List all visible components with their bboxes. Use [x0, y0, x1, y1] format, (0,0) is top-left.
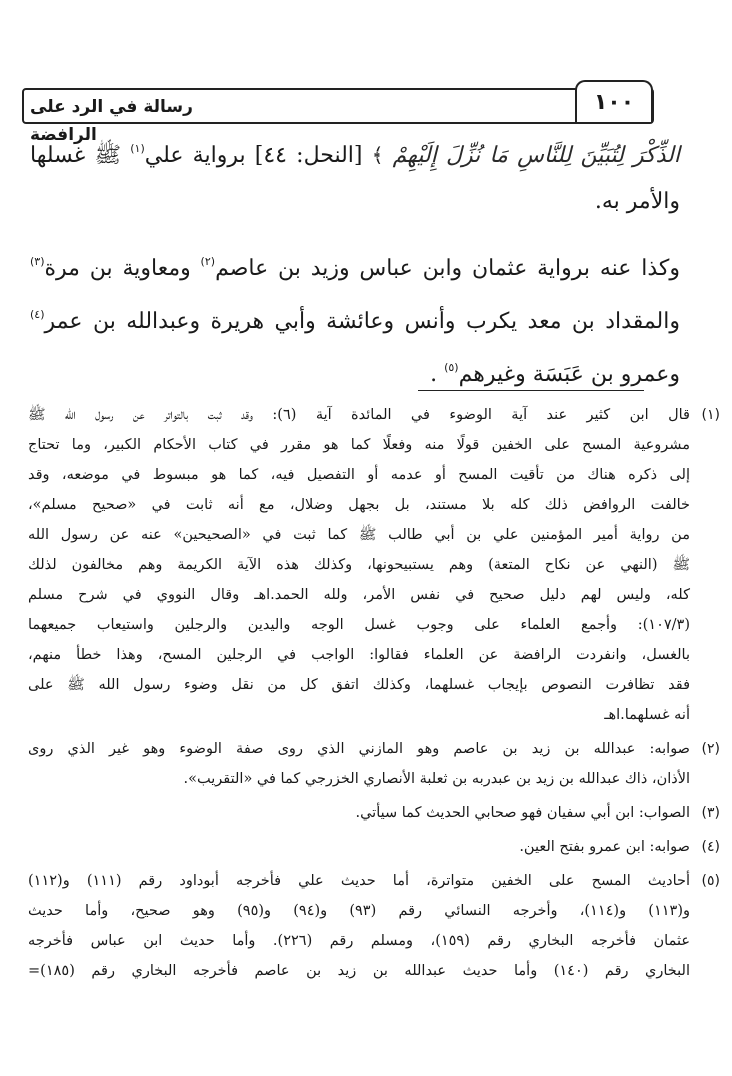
footnote-marker-5[interactable]: (٥): [444, 361, 459, 374]
footnote-line: عثمان فأخرجه البخاري رقم (١٥٩)، ومسلم رقم (٢٢٦). وأما حديث ابن عباس فأخرجه: [28, 933, 691, 949]
body-line-1: [30, 126, 680, 179]
footnote-text: [28, 798, 690, 828]
quran-reference: [النحل: ٤٤]: [254, 143, 363, 168]
footnote-2: [28, 734, 720, 794]
footnote-3: [28, 798, 720, 828]
body-line-2: والأمر به.: [594, 189, 680, 214]
footnote-line: البخاري رقم (١٤٠) وأما حديث عبدالله بن زيد بن عاصم فأخرجه البخاري رقم (١٨٥)=: [28, 963, 690, 979]
quran-close-brace: ﴾: [371, 143, 384, 167]
footnote-1: [28, 400, 720, 730]
footnote-text: [28, 866, 690, 986]
body-text: وعمرو بن عَبَسَة وغيرهم: [458, 362, 680, 387]
footnote-line: كله، وليس لهم دليل صحيح في نفس الأمر، ولله الحمد.اهـ وقال النووي في شرح مسلم: [28, 587, 690, 603]
footnote-line: قال ابن كثير عند آية الوضوء في المائدة آية (٦): وقد ثبت بالتواتر عن رسول الله ﷺ: [28, 407, 690, 423]
footnote-marker-3[interactable]: (٣): [30, 255, 45, 268]
footnote-number: (١): [701, 407, 720, 423]
quran-verse: الذِّكْرَ لِتُبَيِّنَ لِلنَّاسِ مَا نُزِّلَ إِلَيْهِمْ: [392, 143, 680, 168]
footnote-line: صوابه: ابن عمرو بفتح العين.: [519, 839, 690, 855]
footnote-line: خالفت الروافض ذلك كله بلا مستند، بل بجهل وضلال، مع أنه ثابت في «صحيح مسلم»،: [28, 497, 690, 513]
body-line-4: [30, 292, 680, 345]
footnote-line: الأذان، ذاك عبدالله بن زيد بن عبدربه بن ثعلبة الأنصاري الخزرجي كما في «التقريب».: [183, 771, 690, 787]
footnote-line: ﷺ (النهي عن نكاح المتعة) وهم يستبيحونها، وكذلك هذه الآية الكريمة وهم مخالفون لذلك: [28, 557, 690, 573]
honorific-icon: ﷺ: [94, 143, 122, 168]
footnote-line: مشروعية المسح على الخفين قولًا منه وفعلًا كما هو مقرر في كتاب الأحكام الكبير، وما تحتاج: [28, 437, 690, 453]
footnote-line: (١٠٧/٣): وأجمع العلماء على وجوب غسل الوجه واليدين والرجلين واستيعاب جميعهما: [28, 617, 690, 633]
footnote-line: فقد تظافرت النصوص بإيجاب غسلهما، وكذلك اتفق كل من نقل وضوء رسول الله ﷺ على: [28, 677, 690, 693]
footnote-line: و(١١٣) و(١١٤)، وأخرجه النسائي رقم (٩٣) و(٩٤) و(٩٥) وهو صحيح، وأما حديث: [28, 903, 690, 919]
footnote-text: [28, 832, 690, 862]
footnote-text: [28, 400, 690, 730]
footnote-marker-1[interactable]: (١): [130, 142, 145, 155]
footnote-4: [28, 832, 720, 862]
footnote-number: (٥): [701, 873, 720, 889]
footnotes: [28, 400, 720, 990]
body-text: وكذا عنه برواية عثمان وابن عباس وزيد بن عاصم: [215, 256, 680, 281]
page-number: ١٠٠: [575, 80, 653, 122]
footnote-line: بالغسل، وانفردت الرافضة عن العلماء فقالوا: الواجب في الرجلين المسح، وهذا خطأ منهم،: [28, 647, 690, 663]
footnote-number: (٣): [701, 805, 720, 821]
footnote-line: أحاديث المسح على الخفين متواترة، أما حديث علي فأخرجه أبوداود رقم (١١١) و(١١٢): [28, 873, 690, 889]
body-line-3: [30, 239, 680, 292]
footnote-line: إلى ذكره هناك من تأقيت المسح أو عدمه أو التفصيل فيه، كما هو مبسوط في موضعه، وقد: [28, 467, 690, 483]
body-text: .: [430, 362, 438, 387]
body-text: برواية علي: [144, 143, 246, 168]
footnote-number: (٢): [701, 741, 720, 757]
footnote-text: [28, 734, 690, 794]
footnote-line: من رواية أمير المؤمنين علي بن أبي طالب ﷺ كما ثبت في «الصحيحين» عنه عن رسول الله: [28, 527, 690, 543]
footnote-line: أنه غسلهما.اهـ: [604, 707, 690, 723]
body-text: غسلها: [30, 143, 86, 168]
footnote-number: (٤): [701, 839, 720, 855]
footnote-marker-4[interactable]: (٤): [30, 308, 45, 321]
footnote-line: الصواب: ابن أبي سفيان فهو صحابي الحديث كما سيأتي.: [355, 805, 690, 821]
running-title: رسالة في الرد على الرافضة: [30, 97, 193, 145]
main-text: [30, 126, 680, 398]
body-text: ومعاوية بن مرة: [44, 256, 191, 281]
footnote-5: [28, 866, 720, 986]
body-text: والمقداد بن معد يكرب وأنس وعائشة وأبي هريرة وعبدالله بن عمر: [44, 309, 680, 334]
footnote-marker-2[interactable]: (٢): [200, 255, 216, 268]
footnote-line: صوابه: عبدالله بن زيد بن عاصم وهو المازني الذي روى صفة الوضوء وهو غير الذي روى: [28, 741, 690, 757]
footnote-divider: [418, 390, 644, 391]
